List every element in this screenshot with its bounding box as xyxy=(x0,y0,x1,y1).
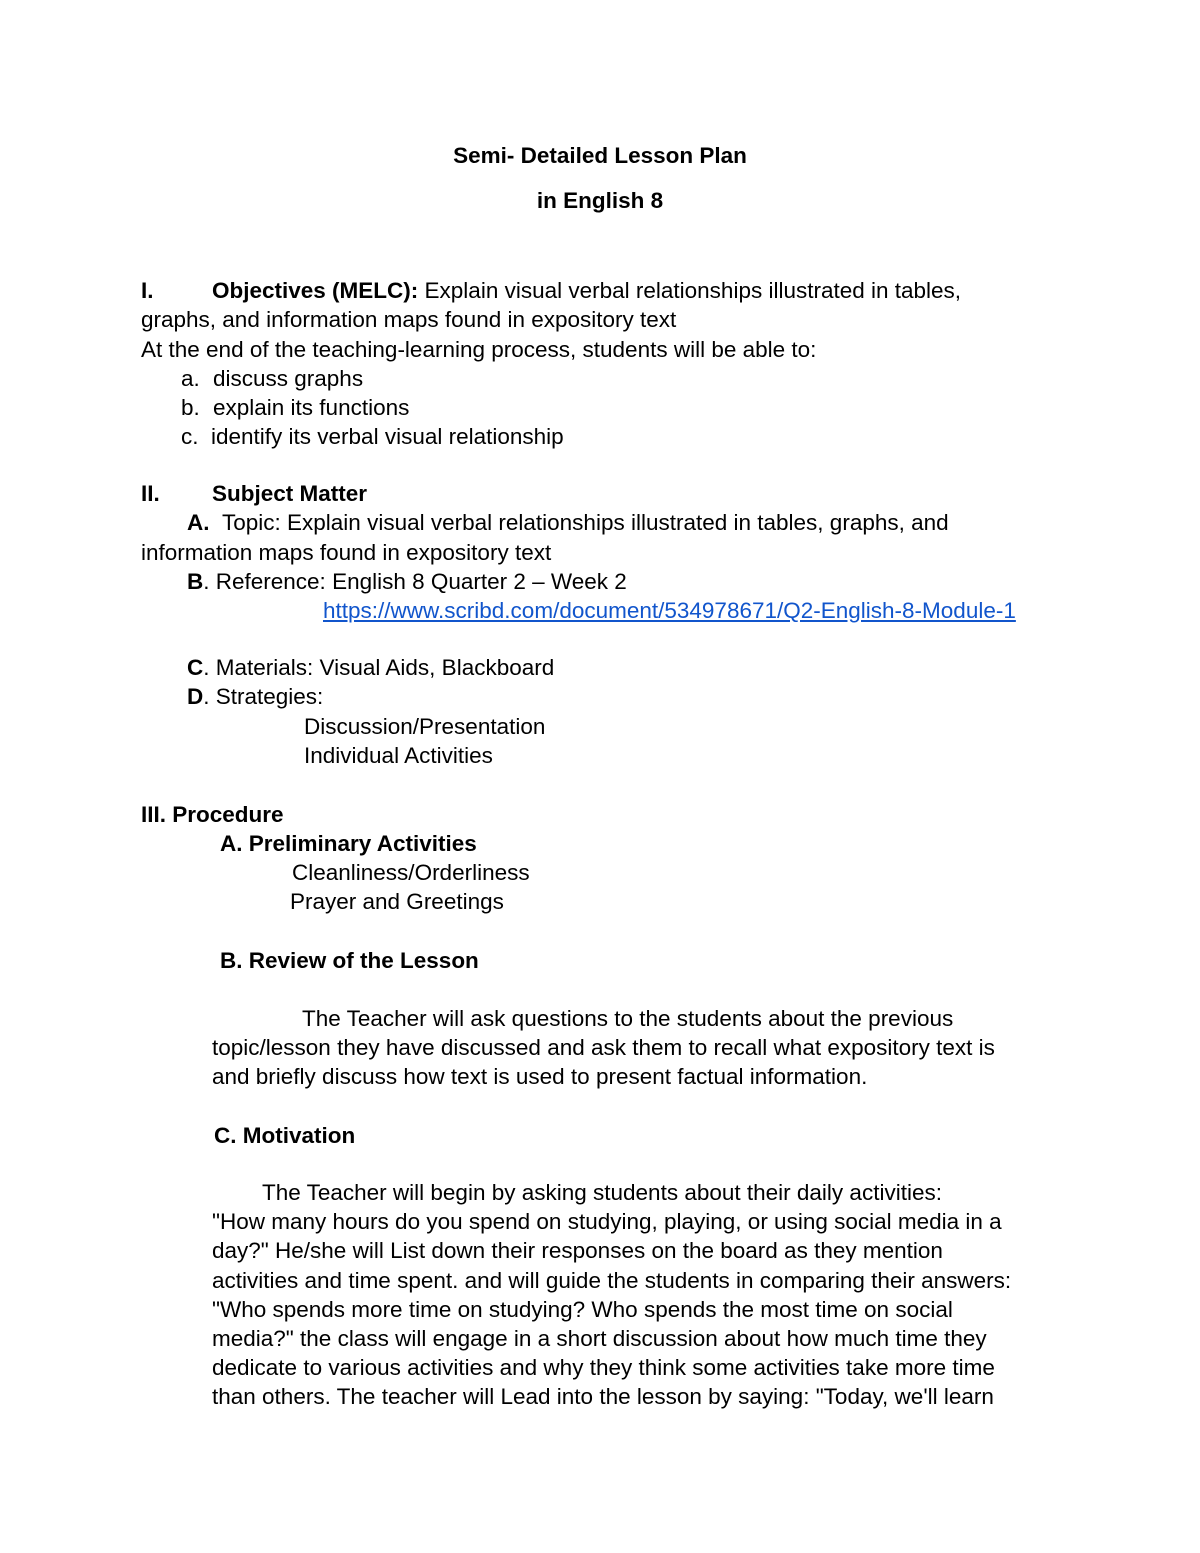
reference-link[interactable]: https://www.scribd.com/document/534978671/Q2-English-8-Module-1 xyxy=(323,598,1016,623)
objective-item-c: identify its verbal visual relationship xyxy=(211,424,564,449)
document-subtitle: in English 8 xyxy=(536,188,664,213)
motivation-paragraph-line: "Who spends more time on studying? Who spends the most time on social xyxy=(212,1297,953,1322)
motivation-paragraph-line: media?" the class will engage in a short discussion about how much time they xyxy=(212,1326,987,1351)
section-2-heading: Subject Matter xyxy=(212,481,368,506)
motivation-paragraph-line: than others. The teacher will Lead into the lesson by saying: "Today, we'll learn xyxy=(212,1384,994,1409)
subject-c-marker: C xyxy=(187,655,204,680)
subject-topic-continued: information maps found in expository text xyxy=(141,540,552,565)
section-2-numeral: II. xyxy=(141,481,160,506)
subject-reference: . Reference: English 8 Quarter 2 – Week 2 xyxy=(203,569,627,594)
subject-d-marker: D xyxy=(187,684,204,709)
subject-strategies-line xyxy=(187,682,323,712)
procedure-a-heading: A. Preliminary Activities xyxy=(220,831,477,856)
motivation-paragraph-line: activities and time spent. and will guide the students in comparing their answers: xyxy=(212,1268,1012,1293)
subject-materials: . Materials: Visual Aids, Blackboard xyxy=(203,655,555,680)
review-paragraph-line: topic/lesson they have discussed and ask them to recall what expository text is xyxy=(212,1035,995,1060)
subject-materials-line xyxy=(187,653,554,683)
strategy-item: Discussion/Presentation xyxy=(304,714,546,739)
objective-marker-a: a. xyxy=(181,366,200,391)
section-3-heading: III. Procedure xyxy=(141,802,284,827)
review-paragraph-line: The Teacher will ask questions to the students about the previous xyxy=(302,1006,954,1031)
section-1-text: Explain visual verbal relationships illustrated in tables, xyxy=(418,278,962,303)
section-1-heading: Objectives (MELC): xyxy=(212,278,419,303)
preliminary-item: Prayer and Greetings xyxy=(290,889,504,914)
procedure-b-heading: B. Review of the Lesson xyxy=(220,948,479,973)
objective-item-a: discuss graphs xyxy=(213,366,364,391)
motivation-paragraph-line: The Teacher will begin by asking students about their daily activities: xyxy=(262,1180,942,1205)
objective-marker-b: b. xyxy=(181,395,200,420)
motivation-paragraph-line: day?" He/she will List down their responses on the board as they mention xyxy=(212,1238,943,1263)
subject-strategies: . Strategies: xyxy=(203,684,324,709)
preliminary-item: Cleanliness/Orderliness xyxy=(292,860,530,885)
procedure-c-heading: C. Motivation xyxy=(214,1123,356,1148)
subject-topic: Topic: Explain visual verbal relationships illustrated in tables, graphs, and xyxy=(222,510,949,535)
subject-reference-line xyxy=(187,567,627,597)
objective-item-b: explain its functions xyxy=(213,395,410,420)
section-1-objectives-line xyxy=(212,276,961,306)
subject-a-marker: A. xyxy=(187,510,210,535)
motivation-paragraph-line: "How many hours do you spend on studying, playing, or using social media in a xyxy=(212,1209,1002,1234)
section-1-intro: At the end of the teaching-learning process, students will be able to: xyxy=(141,337,817,362)
objective-marker-c: c. xyxy=(181,424,199,449)
review-paragraph-line: and briefly discuss how text is used to present factual information. xyxy=(212,1064,868,1089)
document-title: Semi- Detailed Lesson Plan xyxy=(453,143,747,168)
section-1-numeral: I. xyxy=(141,278,154,303)
motivation-paragraph-line: dedicate to various activities and why they think some activities take more time xyxy=(212,1355,995,1380)
section-1-text-continued: graphs, and information maps found in expository text xyxy=(141,307,677,332)
strategy-item: Individual Activities xyxy=(304,743,493,768)
subject-b-marker: B xyxy=(187,569,204,594)
